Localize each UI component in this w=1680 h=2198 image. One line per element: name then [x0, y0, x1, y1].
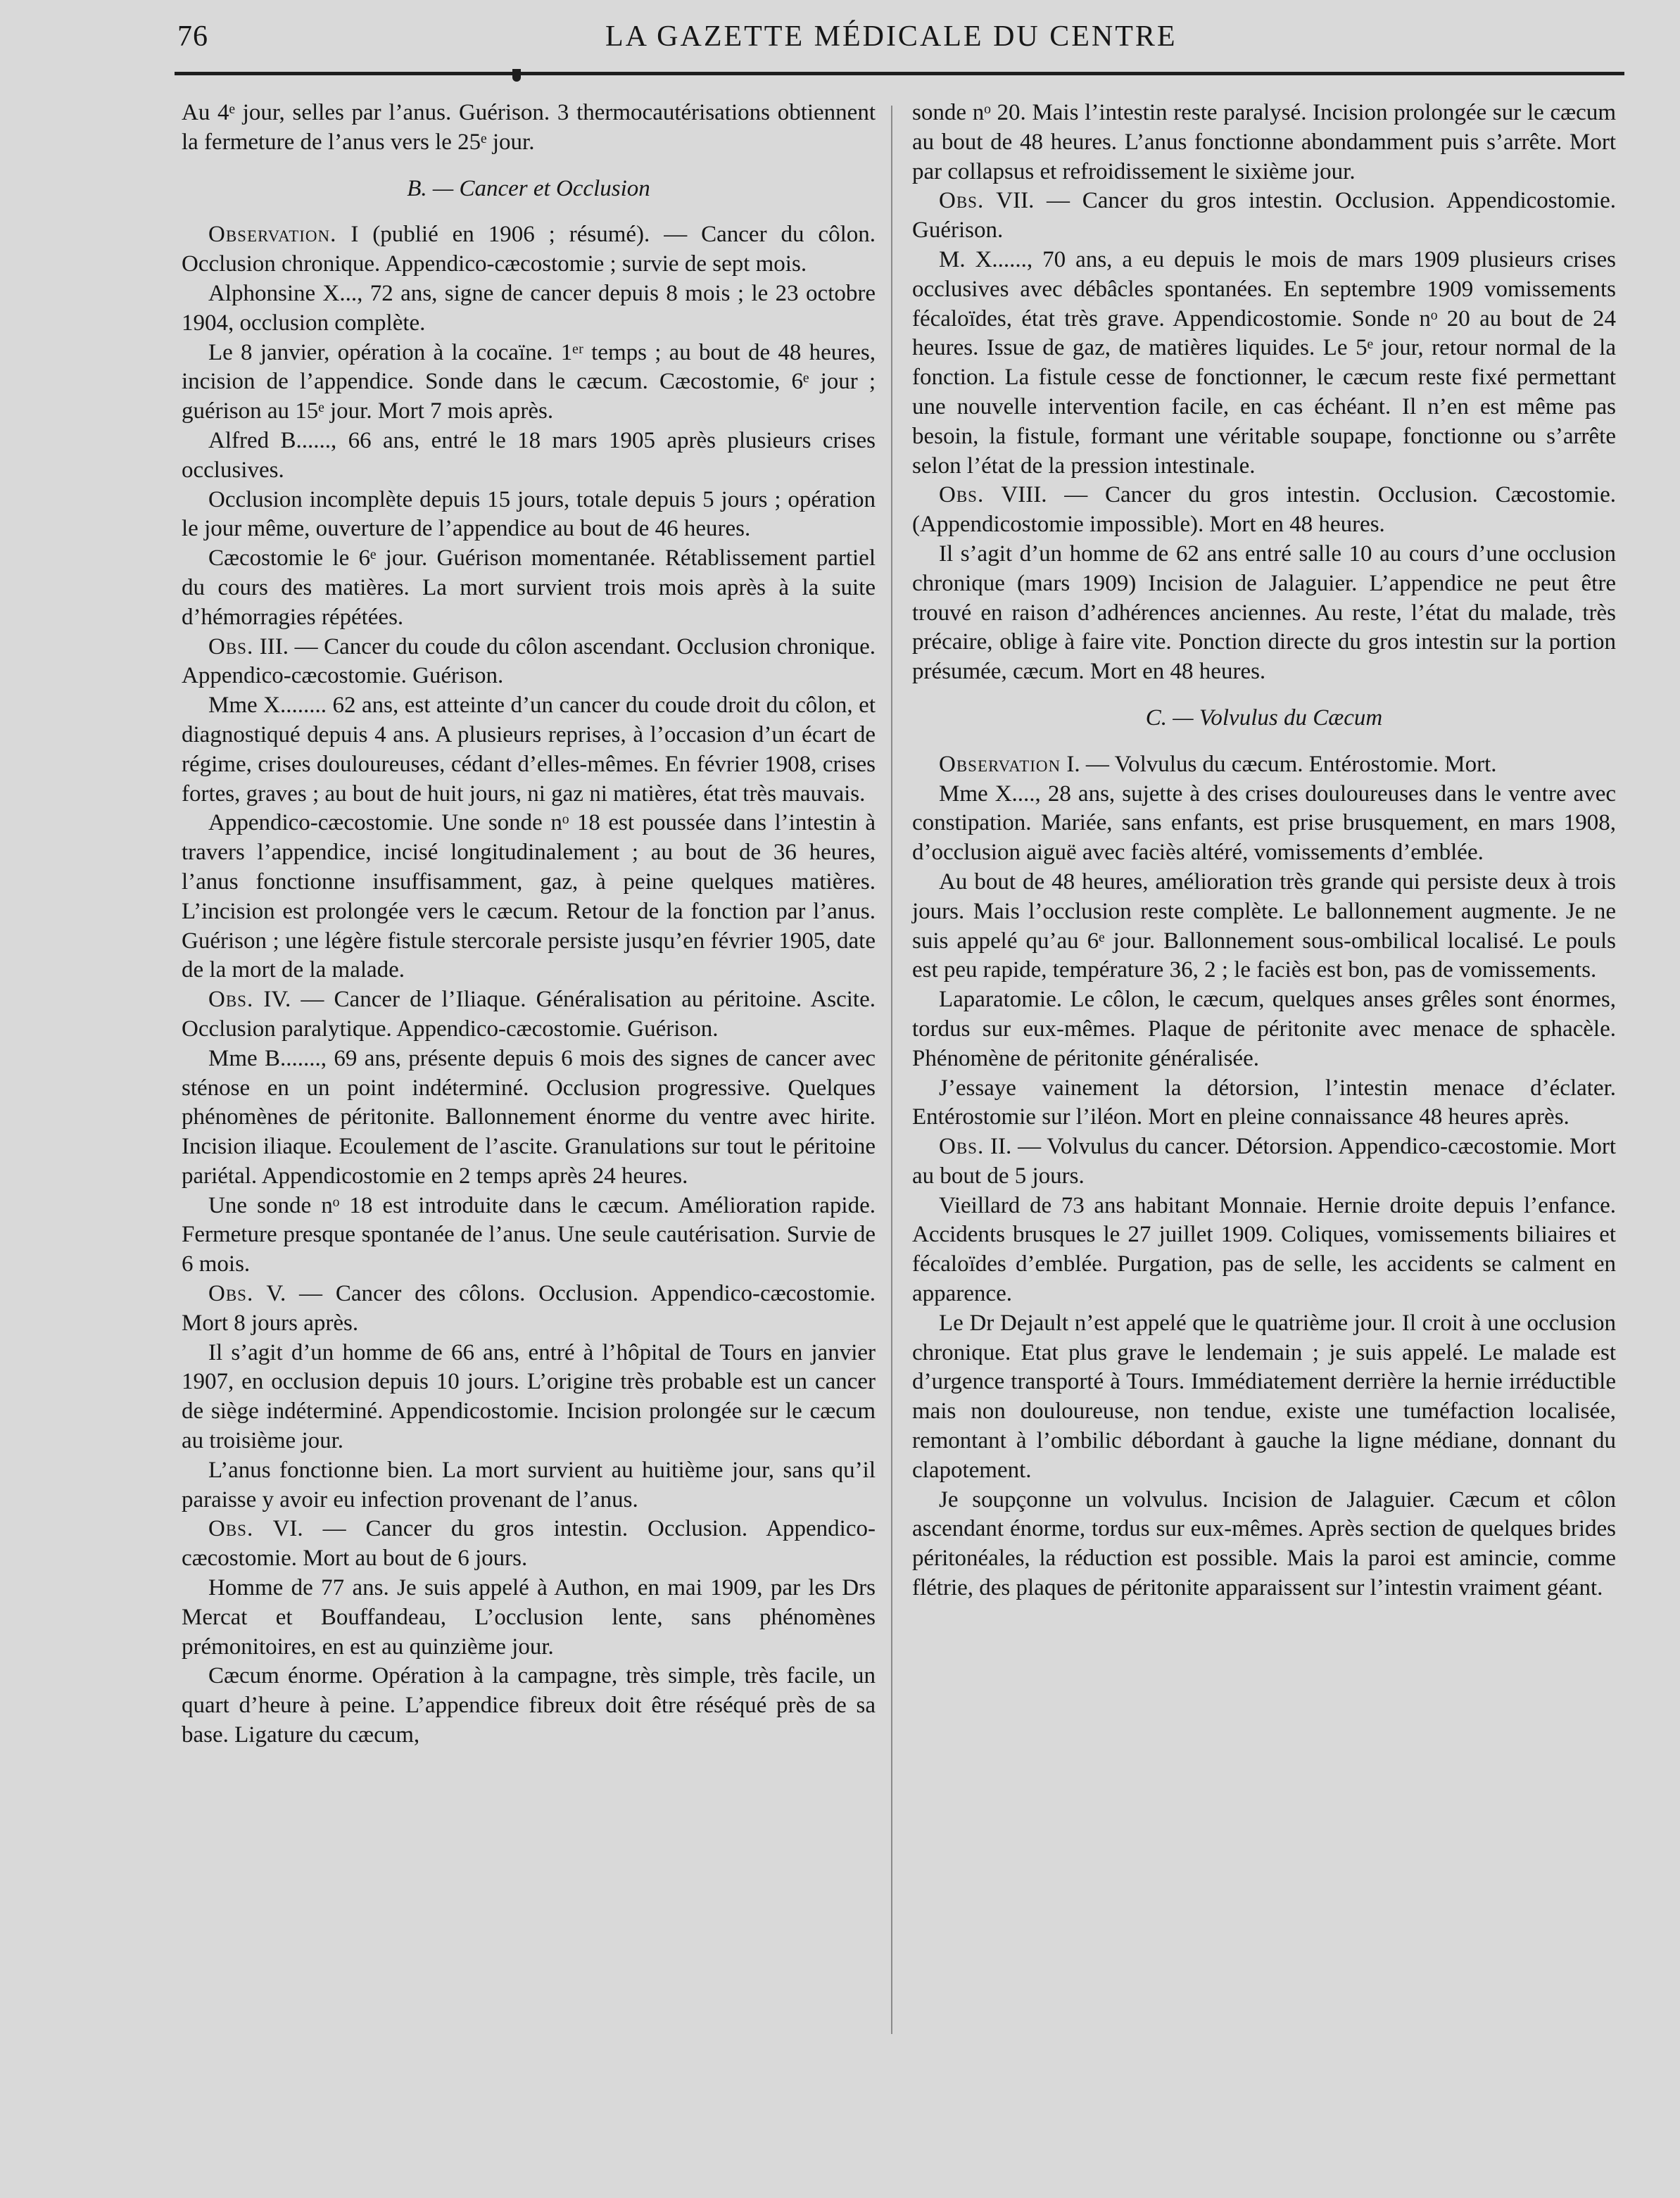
observation-paragraph — [912, 187, 1616, 246]
paragraph: Mme X...., 28 ans, sujette à des crises douloureuses dans le ventre avec constipation. Mariée, sans enfants, est prise brusquement, en mars 1908, d’occlusion aiguë avec faciès altéré, vomissements d’emblée. — [912, 781, 1616, 866]
observation-text: II. — Volvulus du cancer. Détorsion. Appendico-cæcostomie. Mort au bout de 5 jours. — [912, 1134, 1616, 1189]
paragraph: Homme de 77 ans. Je suis appelé à Authon, en mai 1909, par les Drs Mercat et Bouffandeau, L’occlusion lente, sans phénomènes prémonitoires, en est au quinzième jour. — [182, 1575, 876, 1660]
paragraph: Je soupçonne un volvulus. Incision de Jalaguier. Cæcum et côlon ascendant énorme, tordus sur eux-mêmes. Après section de quelques brides péritonéales, la réduction est possible. Mais la paroi est amincie, comme flétrie, des plaques de péritonite apparaissent sur l’intestin vraiment géant. — [912, 1486, 1616, 1601]
paragraph: Laparatomie. Le côlon, le cæcum, quelques anses grêles sont énormes, tordus sur eux-mêmes. Plaque de péritonite avec menace de sphacèle. Phénomène de péritonite généralisée. — [912, 987, 1616, 1071]
paragraph: Appendico-cæcostomie. Une sonde nᵒ 18 est poussée dans l’intestin à travers l’appendice, incisé longitudinalement ; au bout de 36 heures, l’anus fonctionne insuffisamment, gaz, à peine quelques matières. L’incision est prolongée vers le cæcum. Retour de la fonction par l’anus. Guérison ; une légère fistule stercorale persiste jusqu’en février 1905, date de la mort de la malade. — [182, 810, 876, 983]
header-rule-mark — [512, 69, 521, 82]
observation-label: Obs. — [208, 987, 254, 1013]
page-header — [0, 0, 1680, 106]
observation-label: Obs. — [939, 482, 985, 508]
observation-paragraph — [182, 633, 876, 692]
paragraph: L’anus fonctionne bien. La mort survient au huitième jour, sans qu’il paraisse y avoir eu infection provenant de l’anus. — [182, 1457, 876, 1512]
paragraph: Alphonsine X..., 72 ans, signe de cancer depuis 8 mois ; le 23 octobre 1904, occlusion complète. — [182, 280, 876, 336]
section-heading-c: C. — Volvulus du Cæcum — [1145, 705, 1383, 731]
right-column — [912, 99, 1616, 1603]
paragraph: Occlusion incomplète depuis 15 jours, totale depuis 5 jours ; opération le jour même, ouverture de l’appendice au bout de 46 heures. — [182, 486, 876, 542]
observation-paragraph — [912, 1132, 1616, 1192]
observation-text: V. — Cancer des côlons. Occlusion. Appendico-cæcostomie. Mort 8 jours après. — [182, 1281, 876, 1336]
observation-label: Obs. — [939, 1134, 985, 1160]
paragraph: J’essaye vainement la détorsion, l’intestin menace d’éclater. Entérostomie sur l’iléon. Mort en pleine connaissance 48 heures après. — [912, 1075, 1616, 1130]
header-rule — [175, 72, 1624, 75]
paragraph: Le 8 janvier, opération à la cocaïne. 1ᵉʳ temps ; au bout de 48 heures, incision de l’appendice. Sonde dans le cæcum. Cæcostomie, 6ᵉ jour ; guérison au 15ᵉ jour. Mort 7 mois après. — [182, 339, 876, 424]
paragraph: sonde nᵒ 20. Mais l’intestin reste paralysé. Incision prolongée sur le cæcum au bout de 48 heures. L’anus fonctionne abondamment puis s’arrête. Mort par collapsus et refroidissement le sixième jour. — [912, 100, 1616, 184]
paragraph: Il s’agit d’un homme de 66 ans, entré à l’hôpital de Tours en janvier 1907, en occlusion depuis 10 jours. L’origine très probable est un cancer de siège indéterminé. Appendicostomie. Incision prolongée sur le cæcum au troisième jour. — [182, 1339, 876, 1454]
paragraph: Alfred B......, 66 ans, entré le 18 mars 1905 après plusieurs crises occlusives. — [182, 427, 876, 483]
observation-label: Observation — [939, 751, 1061, 777]
paragraph: Au bout de 48 heures, amélioration très grande qui persiste deux à trois jours. Mais l’occlusion reste complète. Le ballonnement augmente. Je ne suis appelé qu’au 6ᵉ jour. Ballonnement sous-ombilical localisé. Le pouls est peu rapide, température 36, 2 ; le faciès est bon, pas de vomissements. — [912, 869, 1616, 983]
observation-text: I (publié en 1906 ; résumé). — Cancer du côlon. Occlusion chronique. Appendico-cæcostomie ; survie de sept mois. — [182, 222, 876, 277]
observation-paragraph — [182, 1515, 876, 1574]
paragraph: Vieillard de 73 ans habitant Monnaie. Hernie droite depuis l’enfance. Accidents brusques le 27 juillet 1909. Coliques, vomissements biliaires et fécaloïdes d’emblée. Purgation, pas de selle, les accidents se calment en apparence. — [912, 1192, 1616, 1307]
paragraph: Au 4ᵉ jour, selles par l’anus. Guérison. 3 thermocautérisations obtiennent la fermeture de l’anus vers le 25ᵉ jour. — [182, 100, 876, 155]
observation-text: VIII. — Cancer du gros intestin. Occlusion. Cæcostomie. (Appendicostomie impossible). Mort en 48 heures. — [912, 482, 1616, 538]
observation-paragraph — [912, 750, 1616, 780]
section-heading-b: B. — Cancer et Occlusion — [407, 175, 650, 201]
observation-label: Obs. — [939, 188, 985, 214]
observation-text: IV. — Cancer de l’Iliaque. Généralisation au péritoine. Ascite. Occlusion paralytique. Appendico-cæcostomie. Guérison. — [182, 987, 876, 1042]
observation-text: VI. — Cancer du gros intestin. Occlusion. Appendico-cæcostomie. Mort au bout de 6 jours. — [182, 1516, 876, 1572]
observation-paragraph — [182, 220, 876, 279]
observation-text: III. — Cancer du coude du côlon ascendant. Occlusion chronique. Appendico-cæcostomie. Guérison. — [182, 633, 876, 689]
observation-paragraph — [912, 481, 1616, 540]
column-divider — [891, 106, 892, 2034]
paragraph: Une sonde nᵒ 18 est introduite dans le cæcum. Amélioration rapide. Fermeture presque spontanée de l’anus. Une seule cautérisation. Survie de 6 mois. — [182, 1192, 876, 1277]
observation-text: VII. — Cancer du gros intestin. Occlusion. Appendicostomie. Guérison. — [912, 188, 1616, 244]
paragraph: Mme B......., 69 ans, présente depuis 6 mois des signes de cancer avec sténose en un point indéterminé. Occlusion progressive. Quelques phénomènes de péritonite. Ballonnement énorme du ventre avec hirite. Incision iliaque. Ecoulement de l’ascite. Granulations sur tout le péritoine pariétal. Appendicostomie en 2 temps après 24 heures. — [182, 1045, 876, 1189]
paragraph: Cæcostomie le 6ᵉ jour. Guérison momentanée. Rétablissement partiel du cours des matières. La mort survient trois mois après à la suite d’hémorragies répétées. — [182, 545, 876, 630]
paragraph: Mme X........ 62 ans, est atteinte d’un cancer du coude droit du côlon, et diagnostiqué depuis 4 ans. A plusieurs reprises, à l’occasion d’un écart de régime, crises douloureuses, cédant d’elles-mêmes. En février 1908, crises fortes, graves ; au bout de huit jours, ni gaz ni matières, état très mauvais. — [182, 693, 876, 807]
page-number: 76 — [177, 20, 208, 53]
observation-label: Observation. — [208, 222, 337, 248]
paragraph: Il s’agit d’un homme de 62 ans entré salle 10 au cours d’une occlusion chronique (mars 1909) Incision de Jalaguier. L’appendice ne peut être trouvé en raison d’adhérences anciennes. Au reste, l’état du malade, très précaire, oblige à faire vite. Ponction directe du gros intestin sur la portion présumée, cæcum. Mort en 48 heures. — [912, 541, 1616, 685]
observation-paragraph — [182, 985, 876, 1044]
paragraph: Le Dr Dejault n’est appelé que le quatrième jour. Il croit à une occlusion chronique. Etat plus grave le lendemain ; je suis appelé. Le malade est d’urgence transporté à Tours. Immédiatement derrière la hernie irréductible mais non douloureuse, non tendue, existe une tuméfaction localisée, remontant à l’ombilic débordant à gauche la ligne médiane, donnant du clapotement. — [912, 1310, 1616, 1483]
observation-label: Obs. — [208, 1516, 254, 1542]
observation-label: Obs. — [208, 633, 254, 659]
running-title: LA GAZETTE MÉDICALE DU CENTRE — [605, 20, 1177, 53]
observation-paragraph — [182, 1280, 876, 1339]
observation-label: Obs. — [208, 1281, 254, 1307]
observation-text: I. — Volvulus du cæcum. Entérostomie. Mort. — [1061, 751, 1497, 777]
paragraph: Cæcum énorme. Opération à la campagne, très simple, très facile, un quart d’heure à peine. L’appendice fibreux doit être réséqué près de sa base. Ligature du cæcum, — [182, 1663, 876, 1748]
left-column — [182, 99, 876, 1750]
paragraph: M. X......, 70 ans, a eu depuis le mois de mars 1909 plusieurs crises occlusives avec débâcles spontanées. En septembre 1909 vomissements fécaloïdes, état très grave. Appendicostomie. Sonde nᵒ 20 au bout de 24 heures. Issue de gaz, de matières liquides. Le 5ᵉ jour, retour normal de la fonction. La fistule cesse de fonctionner, le cæcum reste fixé permettant une nouvelle intervention facile, en cas échéant. Il n’en est même pas besoin, la fistule, formant une véritable soupape, fonctionne ou s’arrête selon l’état de la pression intestinale. — [912, 246, 1616, 479]
